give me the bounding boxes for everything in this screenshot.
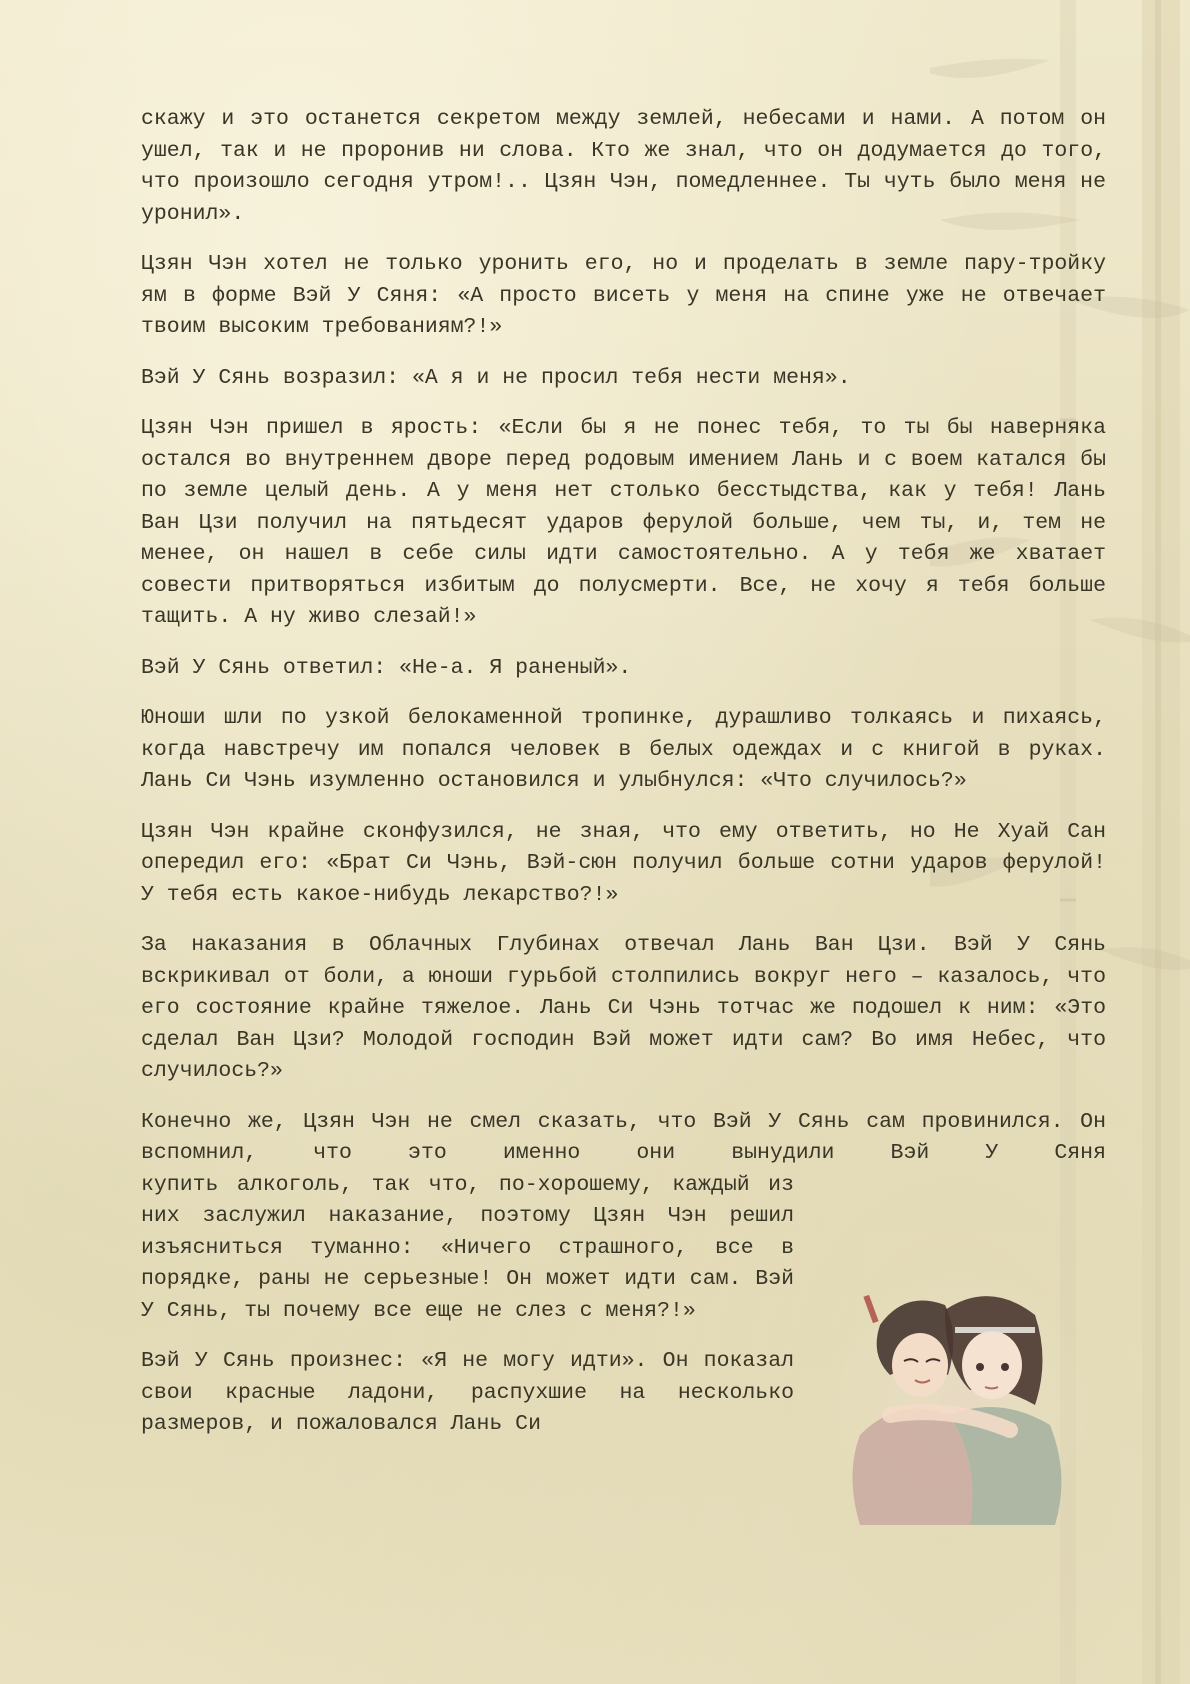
document-text [141, 104, 1106, 1460]
paragraph-9-wide-lines: Конечно же, Цзян Чэн не смел сказать, что Вэй У Сянь сам провинился. Он вспомнил, что это именно они вынудили Вэй У Сяня [141, 1109, 1106, 1165]
paragraph-9 [141, 1107, 1106, 1170]
paragraph-7: Цзян Чэн крайне сконфузился, не зная, что ему ответить, но Не Хуай Сан опередил его: «Брат Си Чэнь, Вэй-сюн получил больше сотни ударов ферулой! У тебя есть какое-нибудь лекарство?!» [141, 819, 1106, 907]
paragraph-6: Юноши шли по узкой белокаменной тропинке, дурашливо толкаясь и пихаясь, когда навстречу им попался человек в белых одеждах и с книгой в руках. Лань Си Чэнь изумленно остановился и улыбнулся: «Что случилось?» [141, 706, 1106, 793]
paragraph-2: Цзян Чэн хотел не только уронить его, но и проделать в земле пару-тройку ям в форме Вэй У Сяня: «А просто висеть у меня на спине уже не отвечает твоим высоким требованиям?!» [141, 252, 1106, 339]
paragraph-1: скажу и это останется секретом между землей, небесами и нами. А потом он ушел, так и не проронив ни слова. Кто же знал, что он додумается до того, что произошло сегодня утром!.. Цзян Чэн, помедленнее. Ты чуть было меня не уронил». [141, 107, 1106, 226]
paragraph-5: Вэй У Сянь ответил: «Не-а. Я раненый». [141, 655, 632, 680]
characters-illustration [820, 1265, 1095, 1540]
paragraph-10: Вэй У Сянь произнес: «Я не могу идти». Он показал свои красные ладони, распухшие на несколько размеров, и пожаловался Лань Си [141, 1349, 794, 1436]
paragraph-8: За наказания в Облачных Глубинах отвечал Лань Ван Цзи. Вэй У Сянь вскрикивал от боли, а юноши гурьбой столпились вокруг него – казалось, что его состояние крайне тяжелое. Лань Си Чэнь тотчас же подошел к ним: «Это сделал Ван Цзи? Молодой господин Вэй может идти сам? Во имя Небес, что случилось?» [141, 933, 1106, 1083]
paragraph-3: Вэй У Сянь возразил: «А я и не просил тебя нести меня». [141, 365, 851, 390]
paragraph-4: Цзян Чэн пришел в ярость: «Если бы я не понес тебя, то ты бы наверняка остался во внутреннем дворе перед родовым имением Лань и с воем катался бы по земле целый день. А у меня нет столько бесстыдства, как у тебя! Лань Ван Цзи получил на пятьдесят ударов ферулой больше, чем ты, и, тем не менее, он нашел в себе силы идти самостоятельно. А у тебя же хватает совести притворяться избитым до полусмерти. Все, не хочу я тебя больше тащить. А ну живо слезай!» [141, 416, 1106, 629]
paragraph-9-continued: купить алкоголь, так что, по-хорошему, каждый из них заслужил наказание, поэтому Цзян Чэн решил изъясниться туманно: «Ничего страшного, все в порядке, раны не серьезные! Он может идти сам. Вэй У Сянь, ты почему все еще не слез с меня?!» [141, 1172, 794, 1323]
